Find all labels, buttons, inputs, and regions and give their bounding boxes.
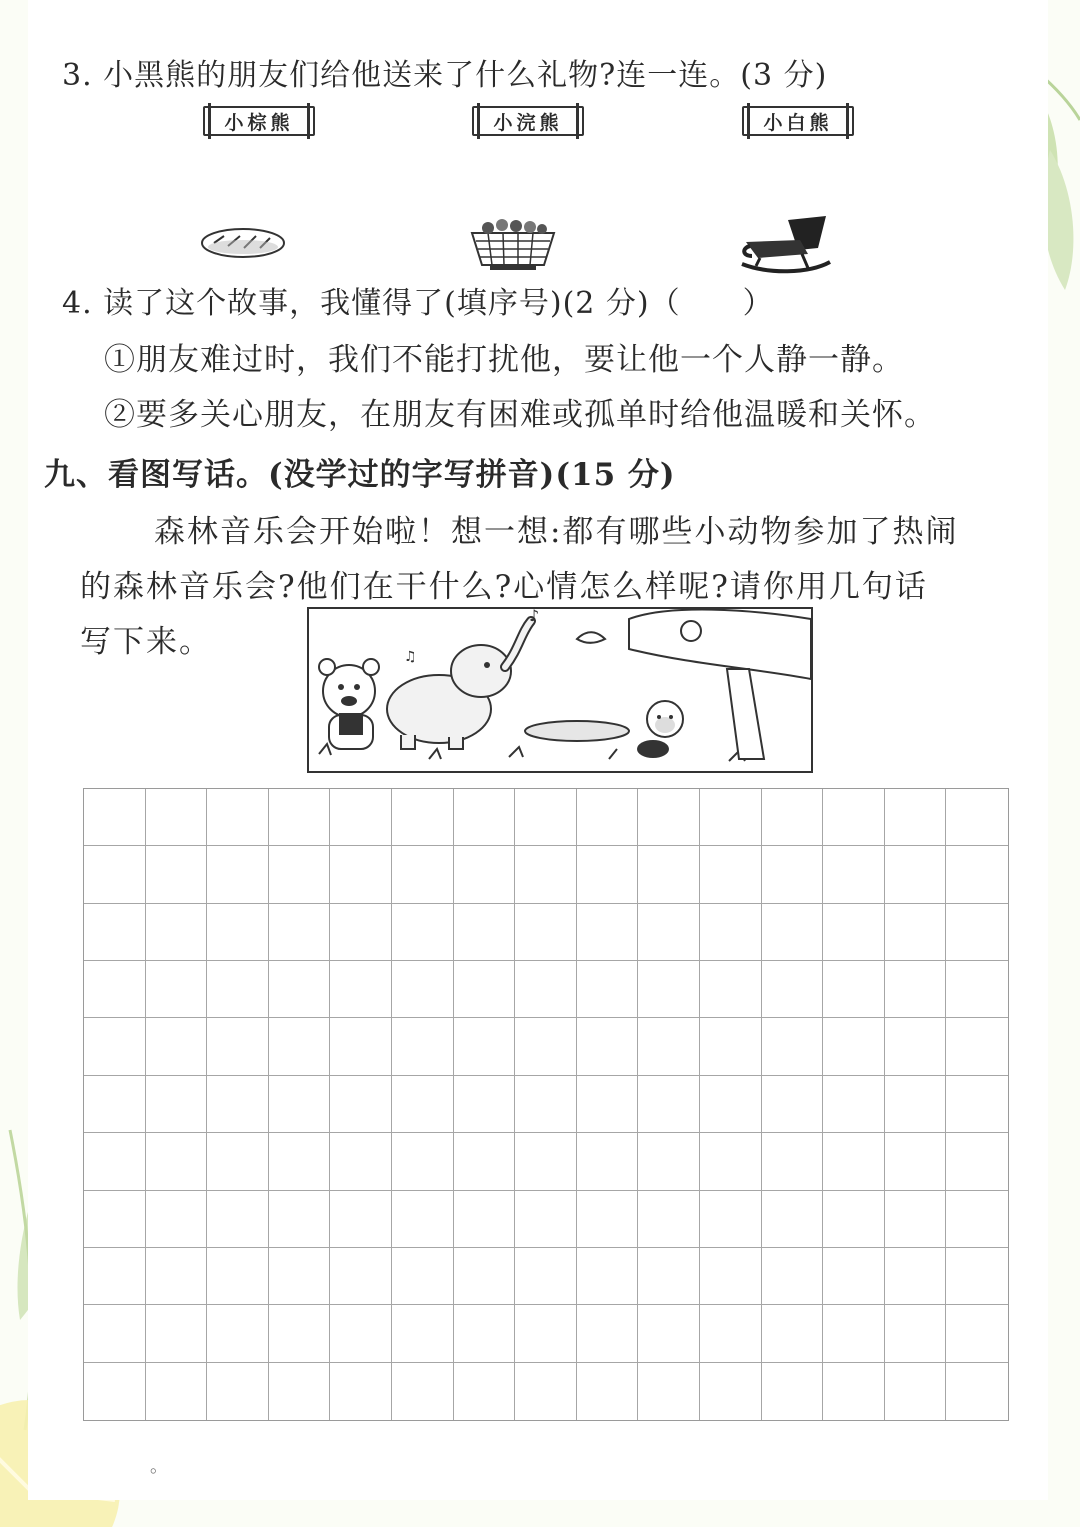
grid-cell[interactable] xyxy=(885,1248,947,1305)
grid-cell[interactable] xyxy=(454,1363,516,1420)
grid-cell[interactable] xyxy=(146,1191,208,1248)
grid-cell[interactable] xyxy=(885,961,947,1018)
grid-cell[interactable] xyxy=(330,846,392,903)
grid-cell[interactable] xyxy=(823,961,885,1018)
grid-cell[interactable] xyxy=(392,1018,454,1075)
grid-cell[interactable] xyxy=(700,904,762,961)
grid-cell[interactable] xyxy=(946,1248,1008,1305)
grid-cell[interactable] xyxy=(762,1191,824,1248)
log-figure xyxy=(525,721,629,741)
grid-cell[interactable] xyxy=(84,789,146,846)
grid-cell[interactable] xyxy=(454,1076,516,1133)
grid-cell[interactable] xyxy=(269,846,331,903)
grid-cell[interactable] xyxy=(146,1018,208,1075)
grid-cell[interactable] xyxy=(84,1248,146,1305)
grid-cell[interactable] xyxy=(762,904,824,961)
bird-figure xyxy=(577,632,605,643)
grid-cell[interactable] xyxy=(515,1133,577,1190)
bread-icon xyxy=(200,226,286,260)
prompt-line-3: 写下来。 xyxy=(80,624,212,660)
grid-cell[interactable] xyxy=(392,1076,454,1133)
grid-cell[interactable] xyxy=(392,1248,454,1305)
grid-cell[interactable] xyxy=(946,846,1008,903)
grid-cell[interactable] xyxy=(207,1248,269,1305)
grid-cell[interactable] xyxy=(823,1363,885,1420)
svg-text:♪: ♪ xyxy=(529,609,540,625)
grid-cell[interactable] xyxy=(84,904,146,961)
grid-cell[interactable] xyxy=(454,789,516,846)
grid-cell[interactable] xyxy=(700,1018,762,1075)
grid-cell[interactable] xyxy=(330,1076,392,1133)
grid-cell[interactable] xyxy=(823,1018,885,1075)
grid-cell[interactable] xyxy=(515,1191,577,1248)
grid-cell[interactable] xyxy=(762,961,824,1018)
grid-cell[interactable] xyxy=(823,1133,885,1190)
grid-cell[interactable] xyxy=(146,789,208,846)
grid-cell[interactable] xyxy=(454,1191,516,1248)
grid-cell[interactable] xyxy=(700,1133,762,1190)
grid-cell[interactable] xyxy=(638,846,700,903)
grid-cell[interactable] xyxy=(638,1248,700,1305)
grid-cell[interactable] xyxy=(84,1191,146,1248)
grid-cell[interactable] xyxy=(269,1363,331,1420)
tree-figure xyxy=(629,610,811,759)
prompt-line-2: 的森林音乐会?他们在干什么?心情怎么样呢?请你用几句话 xyxy=(80,569,928,605)
grid-cell[interactable] xyxy=(577,846,639,903)
grid-cell[interactable] xyxy=(207,1018,269,1075)
grid-cell[interactable] xyxy=(330,789,392,846)
grid-cell[interactable] xyxy=(700,789,762,846)
grid-cell[interactable] xyxy=(700,1191,762,1248)
grid-cell[interactable] xyxy=(700,1076,762,1133)
grid-cell[interactable] xyxy=(269,961,331,1018)
grid-cell[interactable] xyxy=(146,961,208,1018)
grid-cell[interactable] xyxy=(84,1076,146,1133)
grid-cell[interactable] xyxy=(330,961,392,1018)
grid-cell[interactable] xyxy=(762,789,824,846)
grid-cell[interactable] xyxy=(330,1191,392,1248)
grid-cell[interactable] xyxy=(392,961,454,1018)
grid-cell[interactable] xyxy=(885,1363,947,1420)
grid-cell[interactable] xyxy=(885,1191,947,1248)
question-4-option-2: ②要多关心朋友，在朋友有困难或孤单时给他温暖和关怀。 xyxy=(104,397,936,433)
grid-cell[interactable] xyxy=(762,1018,824,1075)
grid-cell[interactable] xyxy=(638,961,700,1018)
grid-cell[interactable] xyxy=(762,1248,824,1305)
grid-cell[interactable] xyxy=(946,1191,1008,1248)
grid-cell[interactable] xyxy=(946,1133,1008,1190)
label-little-brown-bear: 小棕熊 xyxy=(203,106,315,136)
grid-cell[interactable] xyxy=(638,1018,700,1075)
svg-text:♫: ♫ xyxy=(404,649,417,665)
grid-cell[interactable] xyxy=(515,1018,577,1075)
grid-cell[interactable] xyxy=(577,961,639,1018)
grid-cell[interactable] xyxy=(823,1305,885,1362)
question-3-title: 3. 小黑熊的朋友们给他送来了什么礼物?连一连。(3 分) xyxy=(62,58,828,93)
grid-cell[interactable] xyxy=(330,1305,392,1362)
grid-cell[interactable] xyxy=(823,789,885,846)
grid-cell[interactable] xyxy=(392,904,454,961)
grid-cell[interactable] xyxy=(577,1191,639,1248)
monkey-figure xyxy=(637,701,683,758)
grid-cell[interactable] xyxy=(207,904,269,961)
prompt-line-1: 森林音乐会开始啦！想一想:都有哪些小动物参加了热闹 xyxy=(154,514,959,550)
grid-cell[interactable] xyxy=(515,1076,577,1133)
grid-cell[interactable] xyxy=(146,1305,208,1362)
grid-cell[interactable] xyxy=(392,1363,454,1420)
grid-cell[interactable] xyxy=(885,1076,947,1133)
grid-cell[interactable] xyxy=(577,1133,639,1190)
grid-cell[interactable] xyxy=(84,1363,146,1420)
fruit-basket-icon xyxy=(468,215,558,271)
grid-cell[interactable] xyxy=(454,1248,516,1305)
grid-cell[interactable] xyxy=(269,1133,331,1190)
grid-cell[interactable] xyxy=(146,846,208,903)
grid-cell[interactable] xyxy=(700,846,762,903)
grid-cell[interactable] xyxy=(946,1076,1008,1133)
grid-cell[interactable] xyxy=(269,1018,331,1075)
grid-cell[interactable] xyxy=(392,1133,454,1190)
grid-cell[interactable] xyxy=(146,1248,208,1305)
grid-cell[interactable] xyxy=(146,1133,208,1190)
grid-cell[interactable] xyxy=(269,1191,331,1248)
grid-cell[interactable] xyxy=(146,1363,208,1420)
grid-cell[interactable] xyxy=(885,1133,947,1190)
grid-cell[interactable] xyxy=(638,789,700,846)
grid-cell[interactable] xyxy=(823,1248,885,1305)
grid-cell[interactable] xyxy=(885,789,947,846)
grid-cell[interactable] xyxy=(392,1305,454,1362)
grid-cell[interactable] xyxy=(454,904,516,961)
writing-grid[interactable] xyxy=(83,788,1009,1421)
grid-cell[interactable] xyxy=(885,904,947,961)
grid-cell[interactable] xyxy=(454,1018,516,1075)
grid-cell[interactable] xyxy=(269,1076,331,1133)
grid-cell[interactable] xyxy=(269,1248,331,1305)
grid-cell[interactable] xyxy=(885,1018,947,1075)
grid-cell[interactable] xyxy=(700,1305,762,1362)
grid-cell[interactable] xyxy=(700,961,762,1018)
grid-cell[interactable] xyxy=(823,1191,885,1248)
grid-cell[interactable] xyxy=(823,1076,885,1133)
grid-cell[interactable] xyxy=(207,1305,269,1362)
grid-cell[interactable] xyxy=(638,1305,700,1362)
grid-cell[interactable] xyxy=(700,1363,762,1420)
grid-cell[interactable] xyxy=(577,1248,639,1305)
grid-cell[interactable] xyxy=(577,789,639,846)
bear-figure xyxy=(319,659,379,749)
grid-cell[interactable] xyxy=(207,846,269,903)
grid-cell[interactable] xyxy=(515,846,577,903)
grid-cell[interactable] xyxy=(762,1305,824,1362)
grid-cell[interactable] xyxy=(515,789,577,846)
grid-cell[interactable] xyxy=(577,1305,639,1362)
grid-cell[interactable] xyxy=(762,1133,824,1190)
grid-cell[interactable] xyxy=(762,1076,824,1133)
grid-cell[interactable] xyxy=(762,1363,824,1420)
grid-cell[interactable] xyxy=(638,1363,700,1420)
section-9-title: 九、看图写话。(没学过的字写拼音)(15 分) xyxy=(44,457,676,493)
grid-cell[interactable] xyxy=(515,1305,577,1362)
grid-cell[interactable] xyxy=(392,846,454,903)
grid-cell[interactable] xyxy=(577,1363,639,1420)
forest-concert-illustration xyxy=(307,607,813,773)
grid-cell[interactable] xyxy=(577,904,639,961)
elephant-figure xyxy=(387,609,539,749)
grid-cell[interactable] xyxy=(577,1076,639,1133)
grid-cell[interactable] xyxy=(330,1018,392,1075)
grid-cell[interactable] xyxy=(946,1305,1008,1362)
grid-cell[interactable] xyxy=(146,1076,208,1133)
grid-cell[interactable] xyxy=(330,1133,392,1190)
question-4-option-1: ①朋友难过时，我们不能打扰他，要让他一个人静一静。 xyxy=(104,342,904,378)
grid-cell[interactable] xyxy=(454,1305,516,1362)
grid-cell[interactable] xyxy=(207,1191,269,1248)
grid-cell[interactable] xyxy=(330,1248,392,1305)
grid-cell[interactable] xyxy=(638,1133,700,1190)
grid-cell[interactable] xyxy=(269,789,331,846)
grid-cell[interactable] xyxy=(885,846,947,903)
grid-cell[interactable] xyxy=(330,904,392,961)
grid-cell[interactable] xyxy=(207,1133,269,1190)
grid-cell[interactable] xyxy=(700,1248,762,1305)
grid-cell[interactable] xyxy=(946,1018,1008,1075)
grid-cell[interactable] xyxy=(207,1363,269,1420)
footer-dot: 。 xyxy=(150,1456,168,1477)
grid-cell[interactable] xyxy=(84,1018,146,1075)
label-little-white-bear: 小白熊 xyxy=(742,106,854,136)
grid-cell[interactable] xyxy=(269,904,331,961)
grid-cell[interactable] xyxy=(207,1076,269,1133)
grid-cell[interactable] xyxy=(454,1133,516,1190)
grid-cell[interactable] xyxy=(823,846,885,903)
grid-cell[interactable] xyxy=(823,904,885,961)
grid-cell[interactable] xyxy=(84,961,146,1018)
grid-cell[interactable] xyxy=(577,1018,639,1075)
grid-cell[interactable] xyxy=(885,1305,947,1362)
grid-cell[interactable] xyxy=(515,904,577,961)
grid-cell[interactable] xyxy=(454,961,516,1018)
grid-cell[interactable] xyxy=(638,1076,700,1133)
grid-cell[interactable] xyxy=(207,789,269,846)
question-4-title: 4. 读了这个故事，我懂得了(填序号)(2 分)（ ） xyxy=(62,286,774,321)
grid-cell[interactable] xyxy=(638,1191,700,1248)
grid-cell[interactable] xyxy=(515,961,577,1018)
grid-cell[interactable] xyxy=(946,904,1008,961)
grid-cell[interactable] xyxy=(330,1363,392,1420)
grid-cell[interactable] xyxy=(762,846,824,903)
grid-cell[interactable] xyxy=(392,789,454,846)
label-little-raccoon: 小浣熊 xyxy=(472,106,584,136)
grid-cell[interactable] xyxy=(84,1305,146,1362)
grid-cell[interactable] xyxy=(946,789,1008,846)
grid-cell[interactable] xyxy=(84,1133,146,1190)
grid-cell[interactable] xyxy=(946,961,1008,1018)
grid-cell[interactable] xyxy=(515,1248,577,1305)
grid-cell[interactable] xyxy=(207,961,269,1018)
grid-cell[interactable] xyxy=(269,1305,331,1362)
rocking-chair-icon xyxy=(738,212,832,274)
grid-cell[interactable] xyxy=(638,904,700,961)
grid-cell[interactable] xyxy=(392,1191,454,1248)
grid-cell[interactable] xyxy=(84,846,146,903)
grid-cell[interactable] xyxy=(946,1363,1008,1420)
grid-cell[interactable] xyxy=(515,1363,577,1420)
grid-cell[interactable] xyxy=(454,846,516,903)
grid-cell[interactable] xyxy=(146,904,208,961)
